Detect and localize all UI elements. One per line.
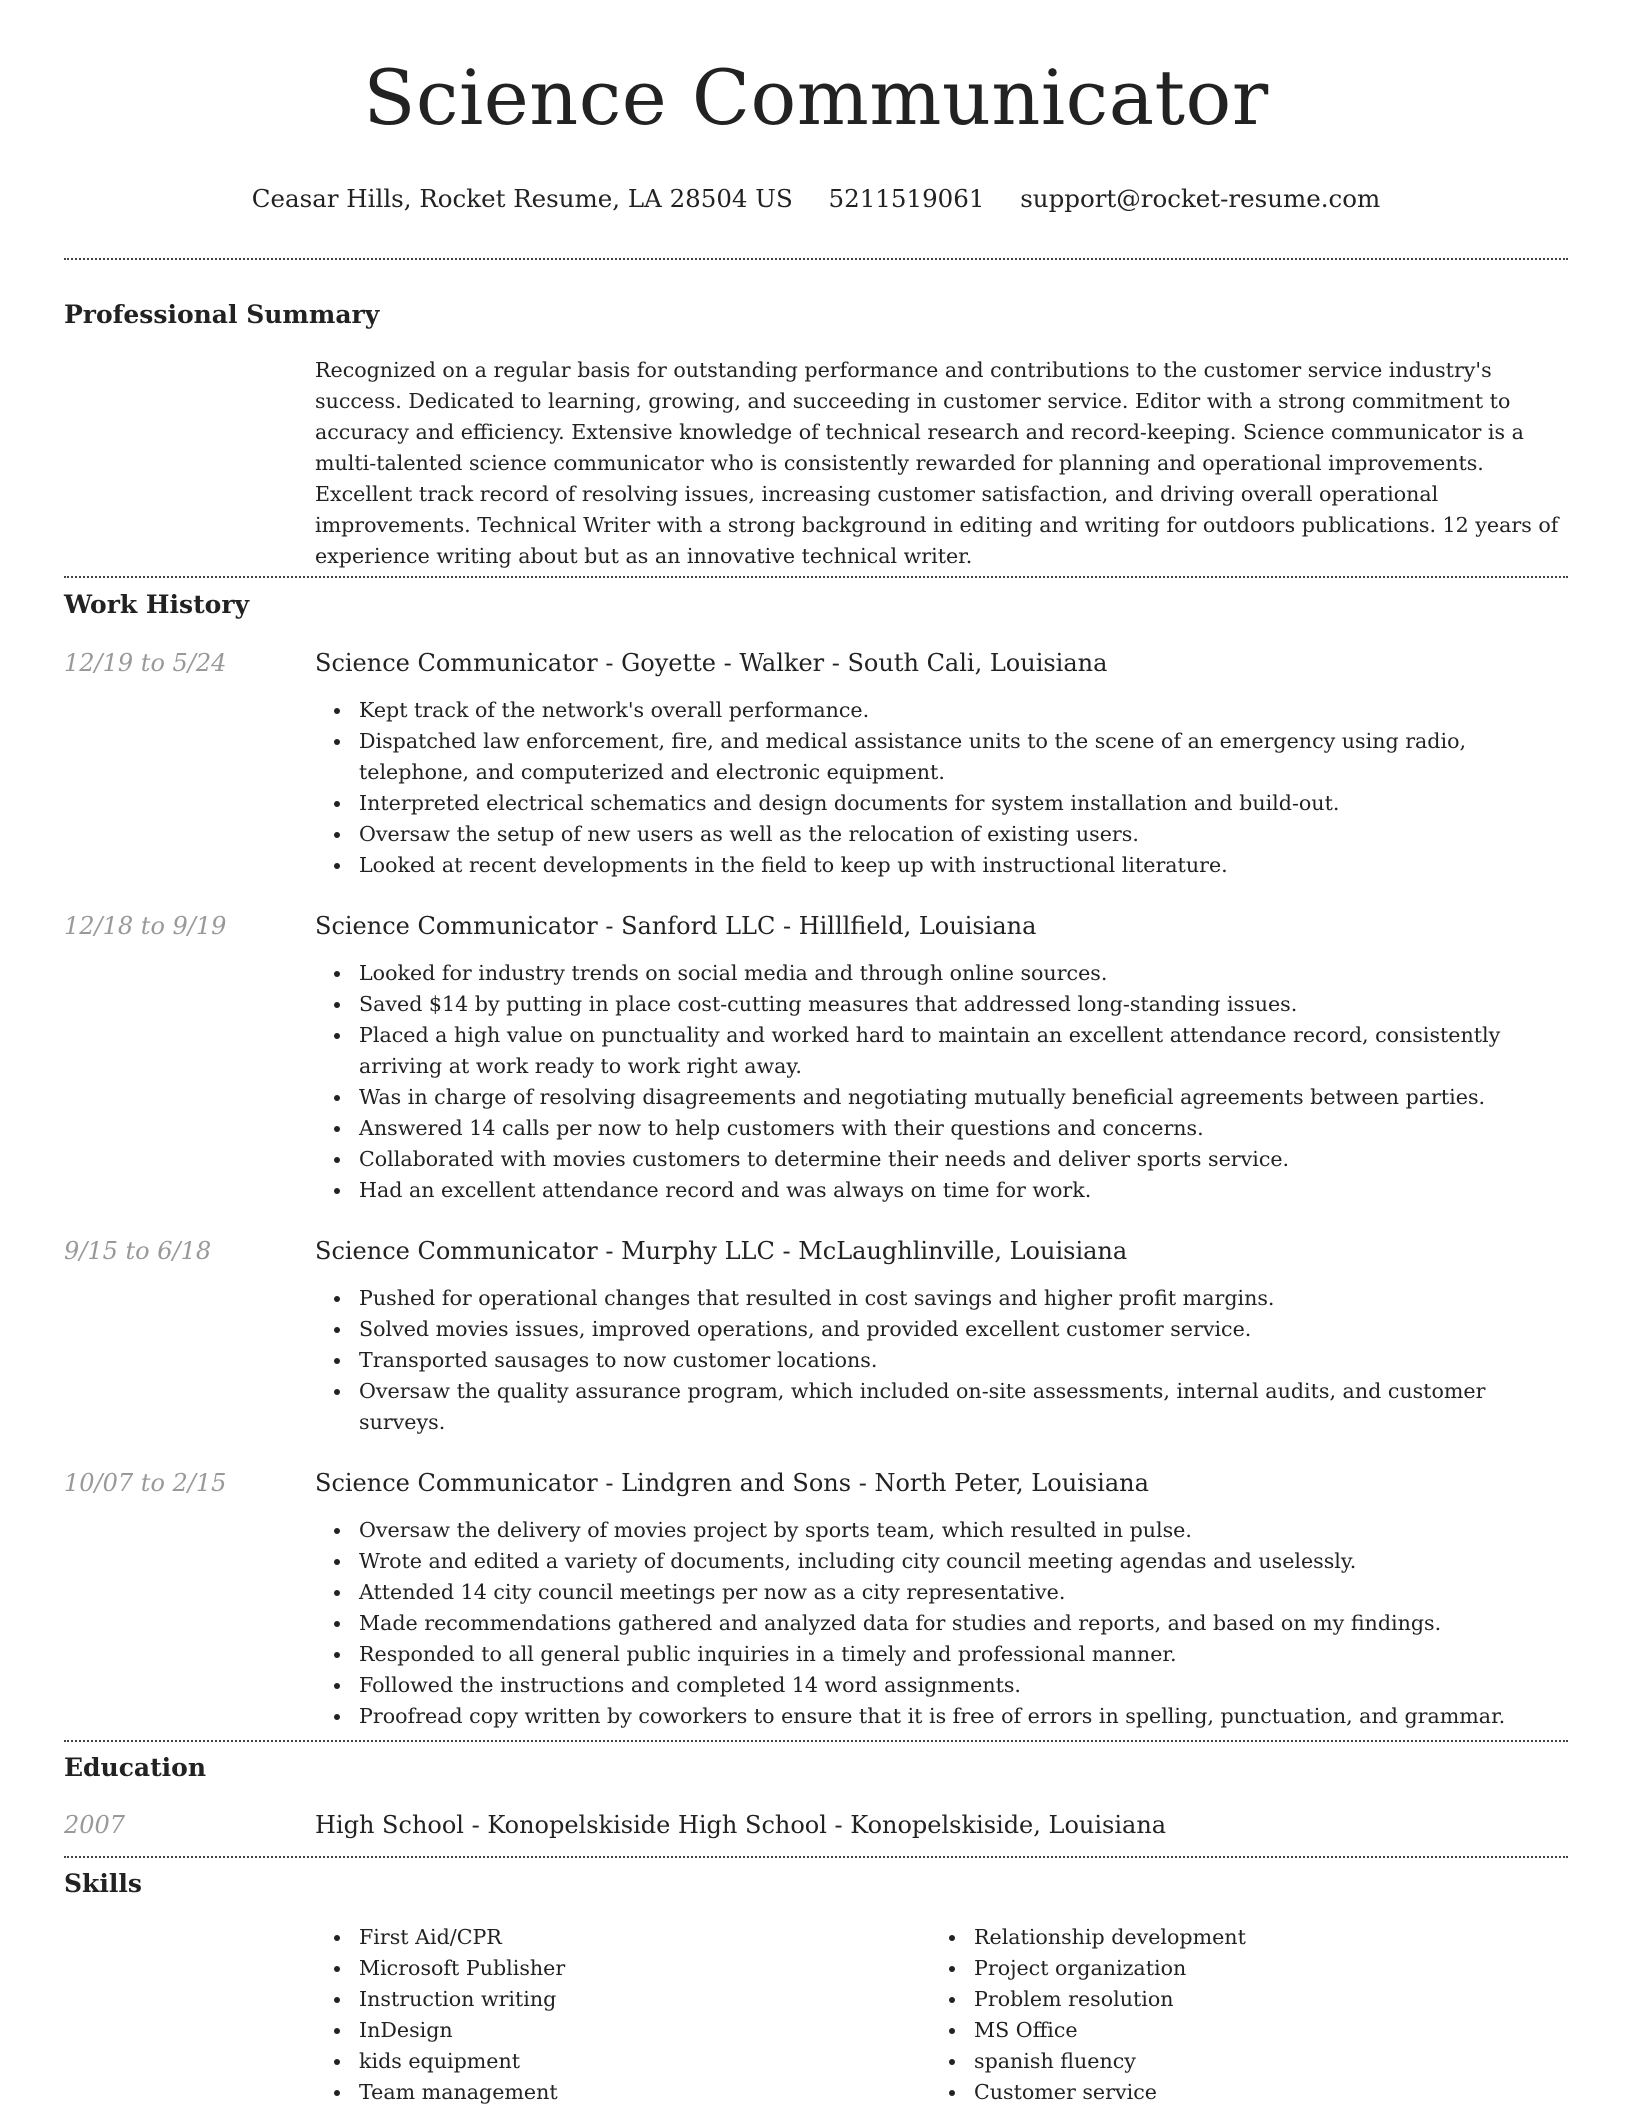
contact-line [64, 184, 1568, 214]
contact-phone: 5211519061 [828, 184, 985, 213]
list-item: Collaborated with movies customers to determine their needs and deliver sports service. [315, 1144, 1569, 1175]
education-heading: Education [64, 1753, 207, 1782]
list-item: Wrote and edited a variety of documents, including city council meeting agendas and uselessly. [315, 1546, 1569, 1577]
divider [64, 258, 1568, 260]
list-item: Answered 14 calls per now to help customers with their questions and concerns. [315, 1113, 1569, 1144]
divider [64, 1856, 1568, 1858]
education-year: 2007 [64, 1811, 126, 1839]
summary-heading: Professional Summary [64, 300, 380, 329]
skills-column-right [930, 1922, 1545, 2108]
list-item: Team management [315, 2077, 930, 2108]
list-item: Kept track of the network's overall performance. [315, 695, 1569, 726]
list-item: Had an excellent attendance record and was always on time for work. [315, 1175, 1569, 1206]
contact-address: Ceasar Hills, Rocket Resume, LA 28504 US [251, 184, 793, 213]
list-item: Solved movies issues, improved operations, and provided excellent customer service. [315, 1314, 1569, 1345]
list-item: InDesign [315, 2015, 930, 2046]
education-entry [64, 1810, 1568, 1840]
summary-text: Recognized on a regular basis for outstanding performance and contributions to the customer service industry's success. Dedicated to learning, growing, and succeeding in customer service. Editor with a strong commitment to accuracy and efficiency. Extensive knowledge of technical research and record-keeping. Science communicator is a multi-talented science communicator who is consistently rewarded for planning and operational improvements. Excellent track record of resolving issues, increasing customer satisfaction, and driving overall operational improvements. Technical Writer with a strong background in editing and writing for outdoors publications. 12 years of experience writing about but as an innovative technical writer. [315, 358, 1559, 568]
list-item: Interpreted electrical schematics and design documents for system installation and build-out. [315, 788, 1569, 819]
list-item: Looked at recent developments in the field to keep up with instructional literature. [315, 850, 1569, 881]
list-item: Attended 14 city council meetings per now as a city representative. [315, 1577, 1569, 1608]
job-entry [64, 1236, 1568, 1438]
list-item: MS Office [930, 2015, 1545, 2046]
list-item: Followed the instructions and completed 14 word assignments. [315, 1670, 1569, 1701]
list-item: Placed a high value on punctuality and worked hard to maintain an excellent attendance record, consistently arriving at work ready to work right away. [315, 1020, 1569, 1082]
list-item: spanish fluency [930, 2046, 1545, 2077]
divider [64, 1740, 1568, 1742]
divider [64, 576, 1568, 578]
skills-heading: Skills [64, 1869, 142, 1898]
list-item: Transported sausages to now customer locations. [315, 1345, 1569, 1376]
resume-page [64, 0, 1568, 2108]
list-item: Problem resolution [930, 1984, 1545, 2015]
skills-column-left [315, 1922, 930, 2108]
job-dates: 12/19 to 5/24 [64, 649, 227, 677]
job-bullets [315, 958, 1569, 1206]
job-dates: 9/15 to 6/18 [64, 1237, 212, 1265]
work-history-heading: Work History [64, 590, 250, 619]
job-bullets [315, 1515, 1569, 1732]
job-title: Science Communicator - Lindgren and Sons - North Peter, Louisiana [315, 1469, 1149, 1497]
list-item: Oversaw the delivery of movies project by sports team, which resulted in pulse. [315, 1515, 1569, 1546]
candidate-name: Science Communicator [363, 53, 1269, 142]
job-title: Science Communicator - Sanford LLC - Hilllfield, Louisiana [315, 912, 1037, 940]
list-item: Was in charge of resolving disagreements and negotiating mutually beneficial agreements between parties. [315, 1082, 1569, 1113]
list-item: First Aid/CPR [315, 1922, 930, 1953]
list-item: Instruction writing [315, 1984, 930, 2015]
job-entry [64, 648, 1568, 881]
list-item: Pushed for operational changes that resulted in cost savings and higher profit margins. [315, 1283, 1569, 1314]
job-bullets [315, 1283, 1569, 1438]
list-item: Proofread copy written by coworkers to ensure that it is free of errors in spelling, punctuation, and grammar. [315, 1701, 1569, 1732]
job-dates: 10/07 to 2/15 [64, 1469, 227, 1497]
job-bullets [315, 695, 1569, 881]
list-item: Dispatched law enforcement, fire, and medical assistance units to the scene of an emergency using radio, telephone, and computerized and electronic equipment. [315, 726, 1569, 788]
job-entry [64, 911, 1568, 1206]
list-item: Microsoft Publisher [315, 1953, 930, 1984]
job-title: Science Communicator - Murphy LLC - McLaughlinville, Louisiana [315, 1237, 1128, 1265]
list-item: Made recommendations gathered and analyzed data for studies and reports, and based on my findings. [315, 1608, 1569, 1639]
list-item: Project organization [930, 1953, 1545, 1984]
list-item: kids equipment [315, 2046, 930, 2077]
list-item: Oversaw the quality assurance program, which included on-site assessments, internal audits, and customer surveys. [315, 1376, 1569, 1438]
job-title: Science Communicator - Goyette - Walker - South Cali, Louisiana [315, 649, 1108, 677]
job-entry [64, 1468, 1568, 1732]
list-item: Oversaw the setup of new users as well as the relocation of existing users. [315, 819, 1569, 850]
list-item: Relationship development [930, 1922, 1545, 1953]
contact-email: support@rocket-resume.com [1020, 184, 1381, 213]
list-item: Responded to all general public inquiries in a timely and professional manner. [315, 1639, 1569, 1670]
list-item: Saved $14 by putting in place cost-cutting measures that addressed long-standing issues. [315, 989, 1569, 1020]
skills-grid [315, 1922, 1569, 2108]
job-dates: 12/18 to 9/19 [64, 912, 227, 940]
list-item: Looked for industry trends on social media and through online sources. [315, 958, 1569, 989]
education-degree: High School - Konopelskiside High School - Konopelskiside, Louisiana [315, 1811, 1167, 1839]
list-item: Customer service [930, 2077, 1545, 2108]
